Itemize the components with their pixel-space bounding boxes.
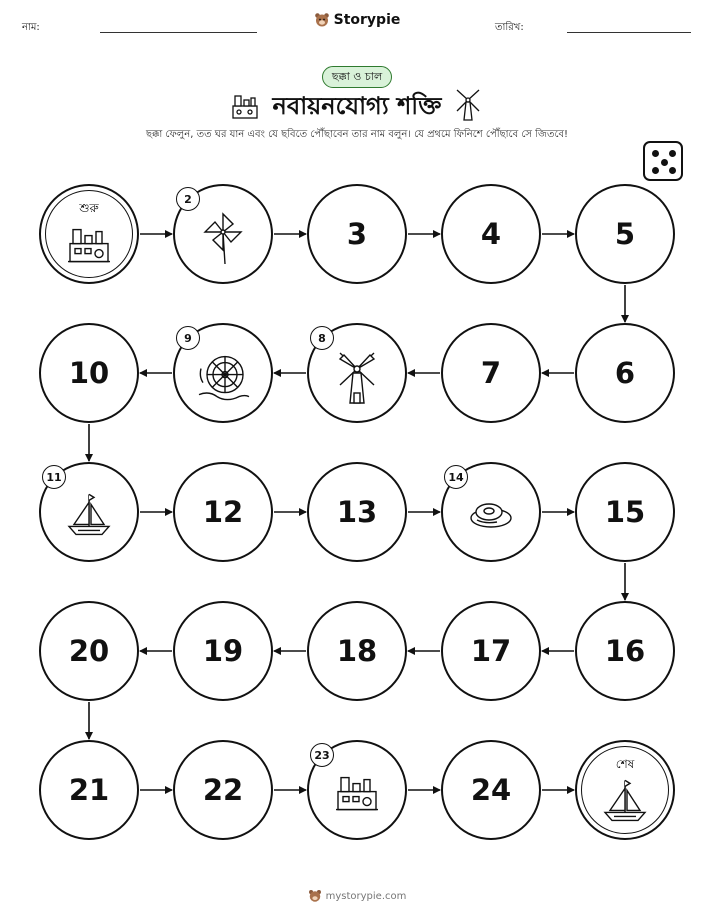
board-space[interactable] bbox=[173, 323, 273, 423]
sailboat-icon bbox=[64, 490, 114, 544]
footer-url[interactable]: mystorypie.com bbox=[325, 890, 407, 902]
board-space[interactable] bbox=[441, 184, 541, 284]
instructions: ছক্কা ফেলুন, তত ঘর যান এবং যে ছবিতে পৌঁছাবেন তার নাম বলুন। যে প্রথমে ফিনিশে পৌঁছাবে সে জিতবে! bbox=[145, 129, 569, 140]
factory-icon bbox=[66, 223, 112, 269]
board-space[interactable] bbox=[307, 601, 407, 701]
board-space[interactable] bbox=[173, 184, 273, 284]
space-number: 3 bbox=[346, 217, 368, 251]
space-number: 13 bbox=[336, 495, 378, 529]
space-number: 24 bbox=[470, 773, 512, 807]
board-space[interactable] bbox=[39, 462, 139, 562]
board-space[interactable] bbox=[307, 184, 407, 284]
board-space[interactable] bbox=[307, 323, 407, 423]
space-number-badge: 11 bbox=[42, 465, 66, 489]
space-number: 7 bbox=[480, 356, 502, 390]
board-space[interactable] bbox=[575, 462, 675, 562]
water-wheel-icon bbox=[195, 351, 251, 407]
bear-logo-icon bbox=[308, 889, 322, 903]
space-number: 15 bbox=[604, 495, 646, 529]
page-title: নবায়নযোগ্য শক্তি bbox=[272, 92, 442, 120]
board-space[interactable] bbox=[575, 601, 675, 701]
space-number: 10 bbox=[68, 356, 110, 390]
space-number: 5 bbox=[614, 217, 636, 251]
board-space[interactable] bbox=[173, 740, 273, 840]
factory-icon bbox=[334, 772, 380, 818]
board-space[interactable] bbox=[307, 462, 407, 562]
space-number: 17 bbox=[470, 634, 512, 668]
board-space[interactable] bbox=[307, 740, 407, 840]
board-space[interactable] bbox=[441, 462, 541, 562]
board-space[interactable] bbox=[575, 323, 675, 423]
space-number-badge: 9 bbox=[176, 326, 200, 350]
biofuel-pellet-icon bbox=[467, 496, 515, 536]
space-number: 4 bbox=[480, 217, 502, 251]
space-number: 20 bbox=[68, 634, 110, 668]
space-number: 6 bbox=[614, 356, 636, 390]
start-label: শুরু bbox=[79, 201, 99, 215]
space-number: 16 bbox=[604, 634, 646, 668]
board-space[interactable] bbox=[39, 601, 139, 701]
game-type-badge: ছক্কা ও চাল bbox=[322, 66, 392, 88]
pinwheel-icon bbox=[203, 210, 243, 270]
space-number: 19 bbox=[202, 634, 244, 668]
space-number: 12 bbox=[202, 495, 244, 529]
space-number: 22 bbox=[202, 773, 244, 807]
date-label: তারিখ: bbox=[495, 22, 524, 33]
board-space[interactable] bbox=[39, 740, 139, 840]
windmill-icon bbox=[332, 349, 382, 409]
board-space[interactable] bbox=[39, 323, 139, 423]
brand-name: Storypie bbox=[333, 12, 401, 28]
board-space[interactable] bbox=[173, 462, 273, 562]
sailboat-icon bbox=[600, 776, 650, 830]
finish-label: শেষ bbox=[615, 757, 635, 771]
footer bbox=[0, 889, 714, 903]
space-number-badge: 14 bbox=[444, 465, 468, 489]
board-space[interactable] bbox=[441, 740, 541, 840]
start-space[interactable] bbox=[39, 184, 139, 284]
space-number-badge: 2 bbox=[176, 187, 200, 211]
board-space[interactable] bbox=[173, 601, 273, 701]
board-space[interactable] bbox=[575, 184, 675, 284]
name-label: নাম: bbox=[22, 22, 40, 33]
finish-space[interactable] bbox=[575, 740, 675, 840]
space-number-badge: 23 bbox=[310, 743, 334, 767]
space-number: 21 bbox=[68, 773, 110, 807]
space-number: 18 bbox=[336, 634, 378, 668]
space-number-badge: 8 bbox=[310, 326, 334, 350]
board-space[interactable] bbox=[441, 601, 541, 701]
board-space[interactable] bbox=[441, 323, 541, 423]
